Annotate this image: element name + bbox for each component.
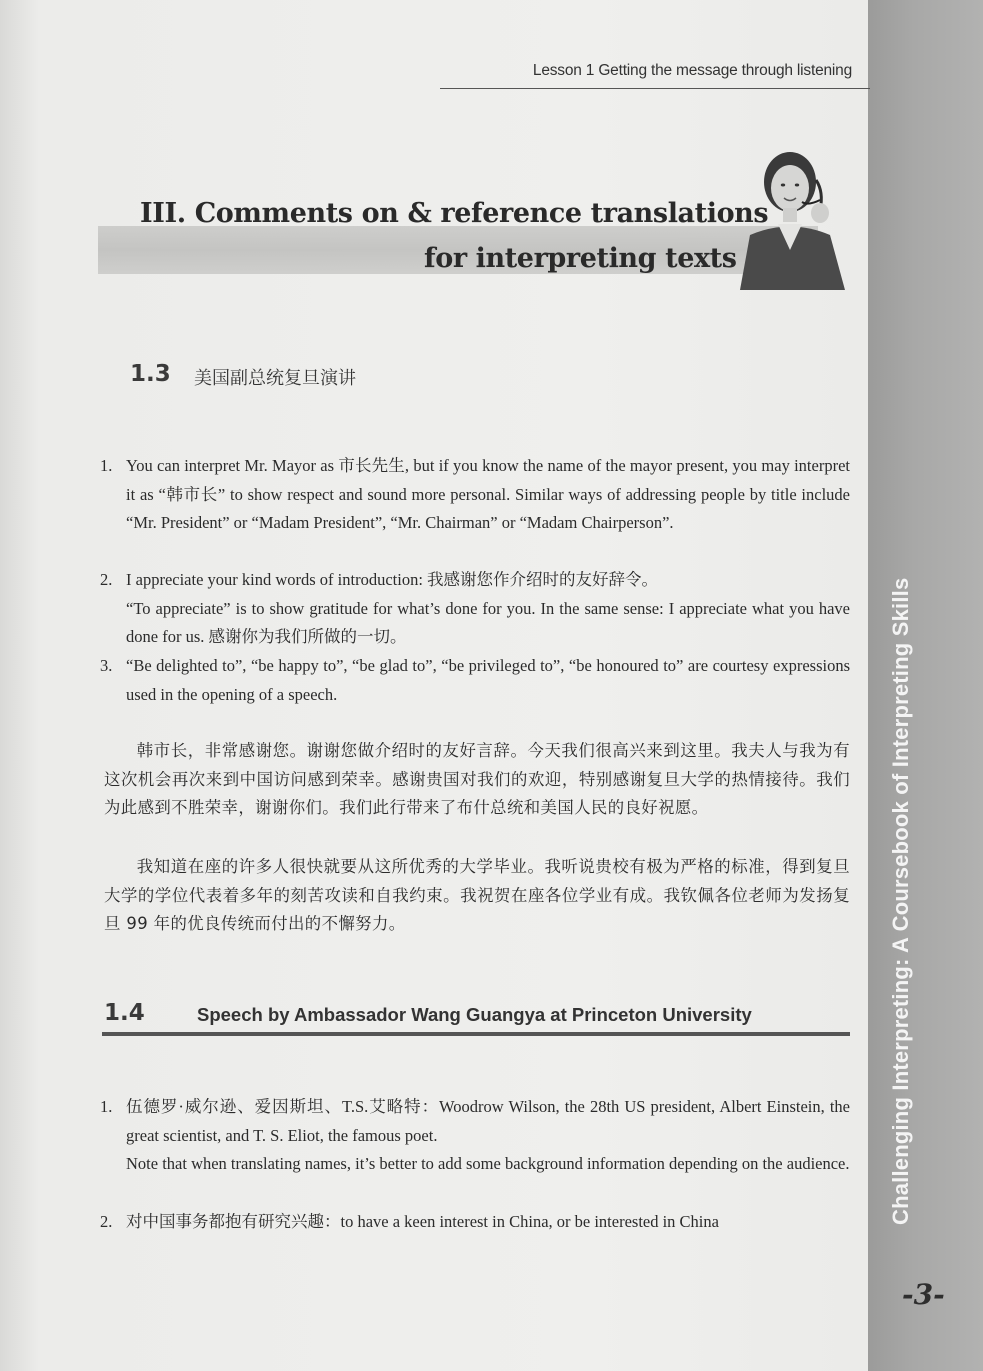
section-divider: [102, 1032, 850, 1036]
item-number: 2.: [100, 1212, 113, 1231]
item-number: 2.: [100, 570, 113, 589]
list-item: [100, 1208, 850, 1238]
item-paragraph: Note that when translating names, it’s better to add some background information depending on the audience.: [126, 1154, 850, 1174]
item-paragraph: 伍德罗·威尔逊、爱因斯坦、T.S.艾略特：Woodrow Wilson, the 28th US president, Albert Einstein, the great scientist, and T. S. Eliot, the famous poet.: [126, 1097, 850, 1145]
interpreter-photo: [720, 140, 855, 290]
list-item: [100, 452, 850, 568]
section-number: 1.4: [104, 1000, 145, 1026]
page-number: -3-: [902, 1278, 945, 1311]
item-number: 1.: [100, 1097, 113, 1116]
item-paragraph: I appreciate your kind words of introduction: 我感谢您作介绍时的友好辞令。: [126, 570, 659, 589]
running-head: [440, 58, 870, 89]
section-title: Speech by Ambassador Wang Guangya at Princeton University: [197, 1004, 752, 1025]
item-number: 3.: [100, 656, 113, 675]
item-paragraph: “Be delighted to”, “be happy to”, “be glad to”, “be privileged to”, “be honoured to” are courtesy expressions used in the opening of a speech.: [126, 656, 850, 704]
section-banner-subtitle: for interpreting texts: [424, 243, 737, 274]
side-band: [868, 0, 983, 1371]
section-banner-title: III. Comments on & reference translations: [140, 198, 769, 229]
item-number: 1.: [100, 456, 113, 475]
running-head-text: Lesson 1 Getting the message through listening: [532, 62, 852, 79]
reference-translation: 韩市长，非常感谢您。谢谢您做介绍时的友好言辞。今天我们很高兴来到这里。我夫人与我为有这次机会再次来到中国访问感到荣幸。感谢贵国对我们的欢迎，特别感谢复旦大学的热情接待。我们为此感到不胜荣幸，谢谢你们。我们此行带来了布什总统和美国人民的良好祝愿。: [104, 741, 850, 818]
item-paragraph: 对中国事务都抱有研究兴趣：to have a keen interest in China, or be interested in China: [126, 1212, 719, 1231]
item-paragraph: You can interpret Mr. Mayor as 市长先生, but if you know the name of the mayor present, you may interpret it as “韩市长” to show respect and sound more personal. Similar ways of addressing people by title include “Mr. President” or “Madam President”, “Mr. Chairman” or “Madam Chairperson”.: [126, 456, 850, 533]
list-item: [100, 566, 850, 654]
section-title: 美国副总统复旦演讲: [194, 368, 356, 389]
reference-translation: 我知道在座的许多人很快就要从这所优秀的大学毕业。我听说贵校有极为严格的标准，得到复旦大学的学位代表着多年的刻苦攻读和自我约束。我祝贺在座各位学业有成。我钦佩各位老师为发扬复旦 99 年的优良传统而付出的不懈努力。: [104, 857, 850, 934]
list-item: [100, 1093, 850, 1209]
item-paragraph: “To appreciate” is to show gratitude for what’s done for you. In the same sense: I appreciate what you have done for us. 感谢你为我们所做的一切。: [126, 598, 850, 647]
section-number: 1.3: [130, 361, 171, 387]
list-item: [100, 652, 850, 710]
book-title-vertical: Challenging Interpreting: A Coursebook of Interpreting Skills: [888, 577, 913, 1225]
